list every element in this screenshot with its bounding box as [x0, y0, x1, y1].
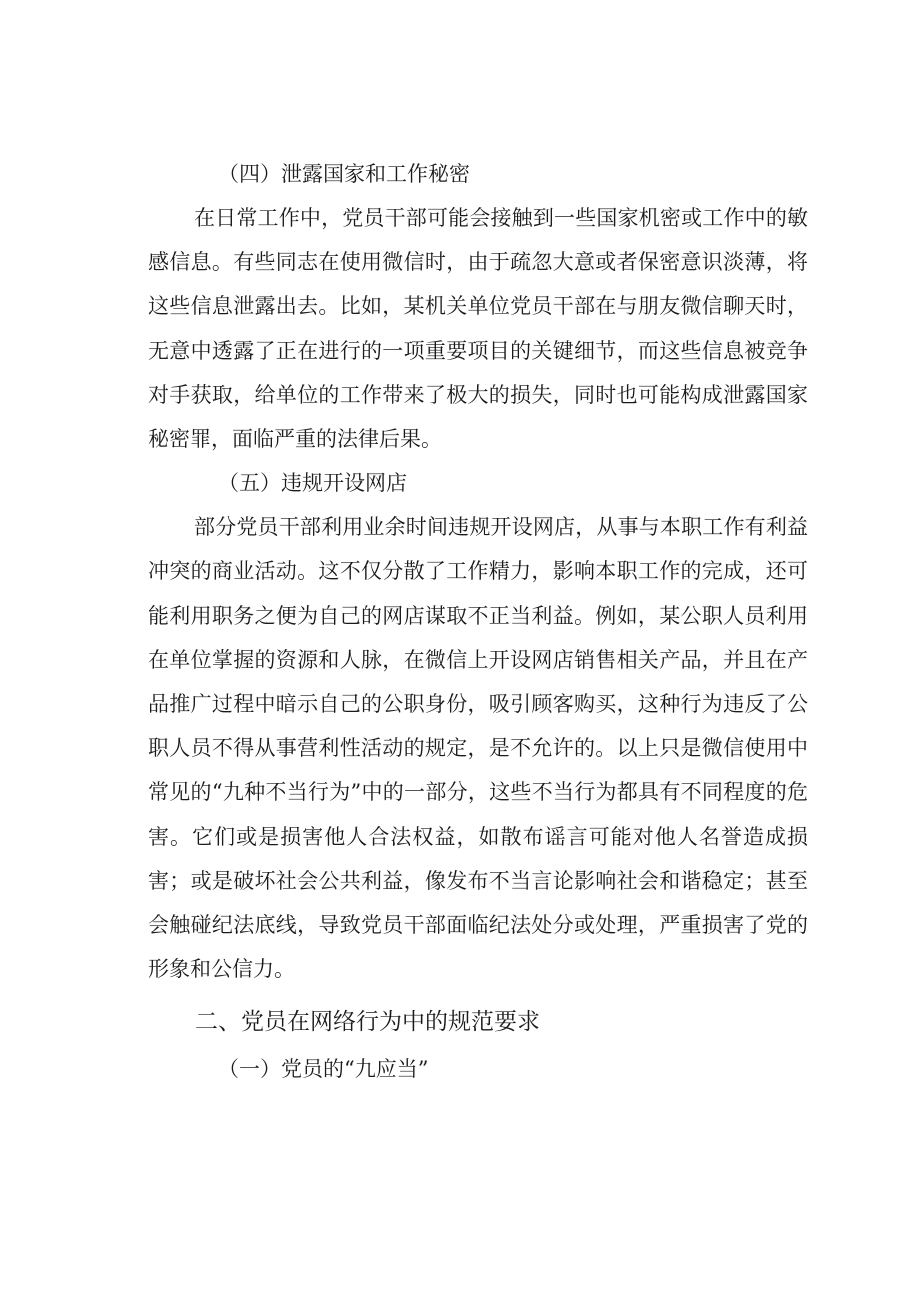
document-content: [148, 152, 808, 1091]
section-five-paragraph: 部分党员干部利用业余时间违规开设网店，从事与本职工作有利益冲突的商业活动。这不仅分散了工作精力，影响本职工作的完成，还可能利用职务之便为自己的网店谋取不正当利益。例如，某公职人员利用在单位掌握的资源和人脉，在微信上开设网店销售相关产品，并且在产品推广过程中暗示自己的公职身份，吸引顾客购买，这种行为违反了公职人员不得从事营利性活动的规定，是不允许的。以上只是微信使用中常见的“九种不当行为”中的一部分，这些不当行为都具有不同程度的危害。它们或是损害他人合法权益，如散布谣言可能对他人名誉造成损害；或是破坏社会公共利益，像发布不当言论影响社会和谐稳定；甚至会触碰纪法底线，导致党员干部面临纪法处分或处理，严重损害了党的形象和公信力。: [148, 515, 808, 982]
part-two-subheading-one: （一）党员的“九应当”: [218, 1057, 429, 1082]
section-four-heading: （四）泄露国家和工作秘密: [218, 162, 470, 186]
section-five-heading: （五）违规开设网店: [218, 471, 407, 496]
part-two-heading: 二、党员在网络行为中的规范要求: [195, 1009, 540, 1036]
section-four-paragraph: 在日常工作中，党员干部可能会接触到一些国家机密或工作中的敏感信息。有些同志在使用微信时，由于疏忽大意或者保密意识淡薄，将这些信息泄露出去。比如，某机关单位党员干部在与朋友微信聊天时，无意中透露了正在进行的一项重要项目的关键细节，而这些信息被竞争对手获取，给单位的工作带来了极大的损失，同时也可能构成泄露国家秘密罪，面临严重的法律后果。: [148, 206, 808, 452]
